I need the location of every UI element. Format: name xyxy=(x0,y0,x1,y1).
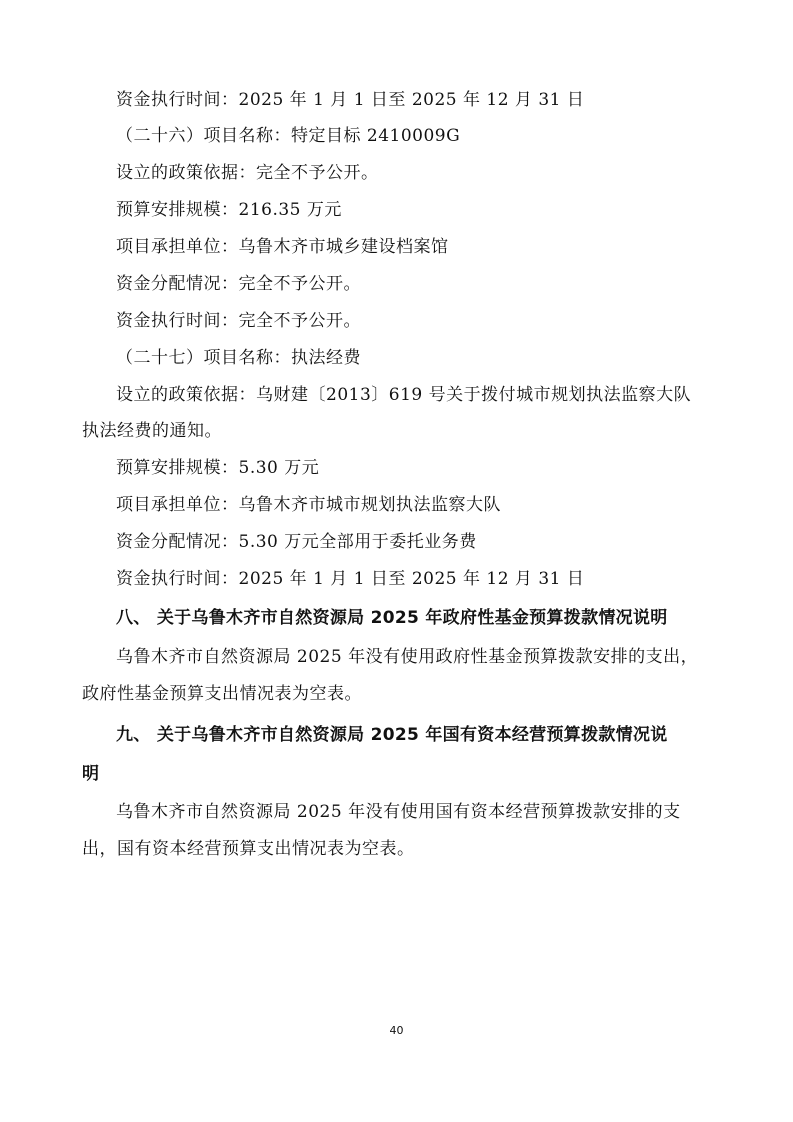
section-9-heading: 九、 关于乌鲁木齐市自然资源局 2025 年国有资本经营预算拨款情况说 xyxy=(116,725,668,745)
text-line: 执法经费的通知。 xyxy=(82,421,222,441)
text-line: 资金分配情况：5.30 万元全部用于委托业务费 xyxy=(116,532,477,552)
section-9-paragraph: 出，国有资本经营预算支出情况表为空表。 xyxy=(82,839,415,859)
text-line: 项目承担单位：乌鲁木齐市城市规划执法监察大队 xyxy=(116,495,501,515)
text-line: 项目承担单位：乌鲁木齐市城乡建设档案馆 xyxy=(116,237,449,257)
section-9-heading: 明 xyxy=(82,764,100,784)
section-9-paragraph: 乌鲁木齐市自然资源局 2025 年没有使用国有资本经营预算拨款安排的支 xyxy=(116,802,681,822)
text-line: 设立的政策依据：乌财建〔2013〕619 号关于拨付城市规划执法监察大队 xyxy=(116,385,692,405)
text-line: 资金执行时间：2025 年 1 月 1 日至 2025 年 12 月 31 日 xyxy=(116,569,585,589)
text-line: 资金分配情况：完全不予公开。 xyxy=(116,274,361,294)
page-number: 40 xyxy=(389,1024,404,1037)
project-26-title: （二十六）项目名称：特定目标 2410009G xyxy=(116,126,461,146)
section-8-heading: 八、 关于乌鲁木齐市自然资源局 2025 年政府性基金预算拨款情况说明 xyxy=(116,608,668,628)
text-line: 设立的政策依据：完全不予公开。 xyxy=(116,163,379,183)
text-line: 预算安排规模：5.30 万元 xyxy=(116,458,320,478)
text-line: 资金执行时间：2025 年 1 月 1 日至 2025 年 12 月 31 日 xyxy=(116,90,585,110)
project-27-title: （二十七）项目名称：执法经费 xyxy=(116,348,361,368)
section-8-paragraph: 政府性基金预算支出情况表为空表。 xyxy=(82,684,362,704)
text-line: 资金执行时间：完全不予公开。 xyxy=(116,311,361,331)
section-8-paragraph: 乌鲁木齐市自然资源局 2025 年没有使用政府性基金预算拨款安排的支出， xyxy=(116,647,699,667)
text-line: 预算安排规模：216.35 万元 xyxy=(116,200,342,220)
